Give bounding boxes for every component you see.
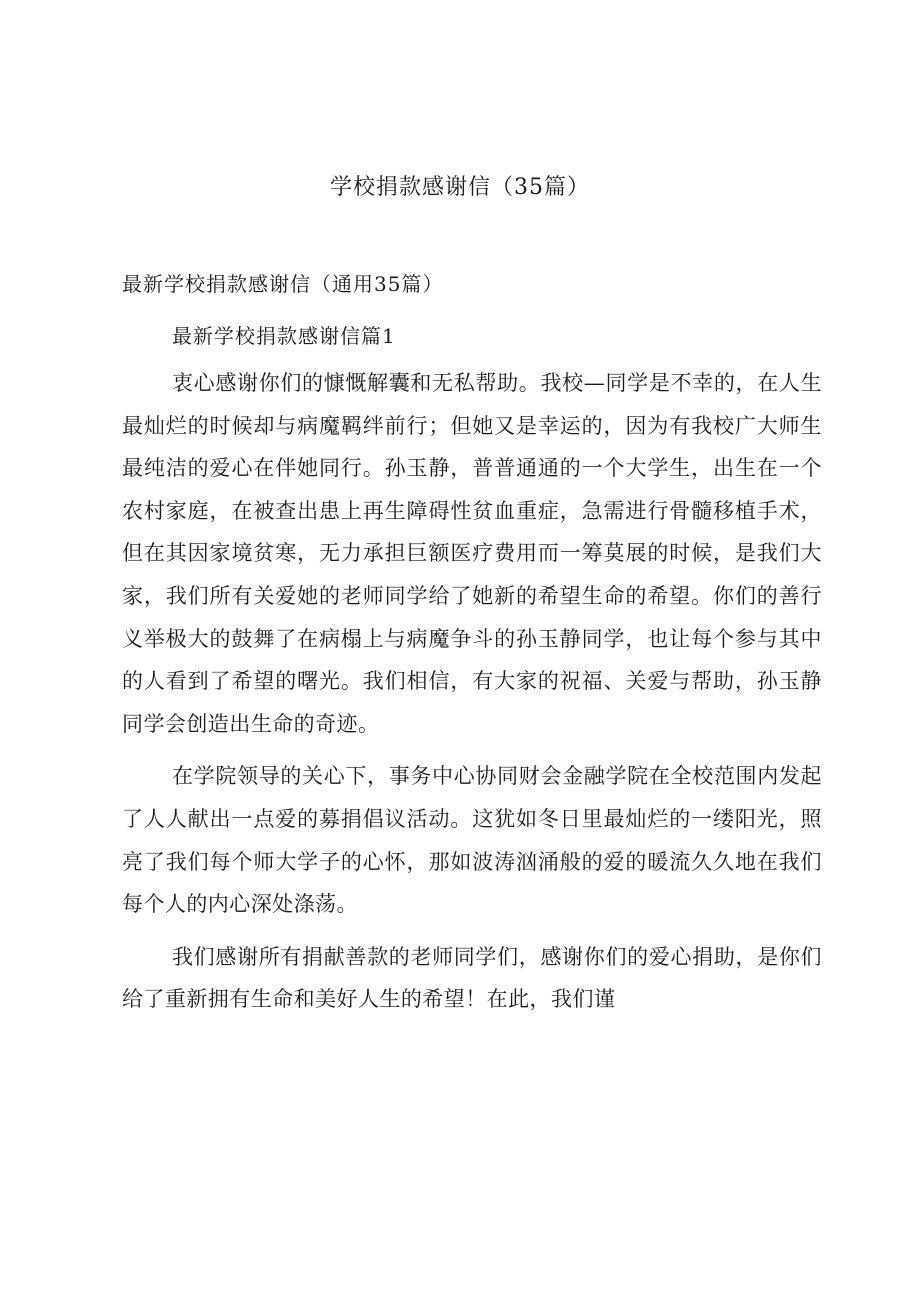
body-paragraph: 在学院领导的关心下，事务中心协同财会金融学院在全校范围内发起了人人献出一点爱的募捐倡议活动。这犹如冬日里最灿烂的一缕阳光，照亮了我们每个师大学子的心怀，那如波涛汹涌般的爱的暖流久久地在我们每个人的内心深处涤荡。	[122, 764, 822, 917]
letter-body	[122, 362, 822, 1031]
body-paragraph: 衷心感谢你们的慷慨解囊和无私帮助。我校—同学是不幸的，在人生最灿烂的时候却与病魔羁绊前行；但她又是幸运的，因为有我校广大师生最纯洁的爱心在伴她同行。孙玉静，普普通通的一个大学生，出生在一个农村家庭，在被查出患上再生障碍性贫血重症，急需进行骨髓移植手术，但在其因家境贫寒，无力承担巨额医疗费用而一筹莫展的时候，是我们大家，我们所有关爱她的老师同学给了她新的希望生命的希望。你们的善行义举极大的鼓舞了在病榻上与病魔争斗的孙玉静同学，也让每个参与其中的人看到了希望的曙光。我们相信，有大家的祝福、关爱与帮助，孙玉静同学会创造出生命的奇迹。	[122, 371, 822, 736]
body-paragraph: 我们感谢所有捐献善款的老师同学们，感谢你们的爱心捐助，是你们给了重新拥有生命和美好人生的希望！在此，我们谨	[122, 944, 822, 1012]
section-heading: 最新学校捐款感谢信篇1	[172, 324, 396, 348]
document-title: 学校捐款感谢信（35篇）	[330, 175, 590, 200]
document-subtitle: 最新学校捐款感谢信（通用35篇）	[122, 272, 444, 296]
